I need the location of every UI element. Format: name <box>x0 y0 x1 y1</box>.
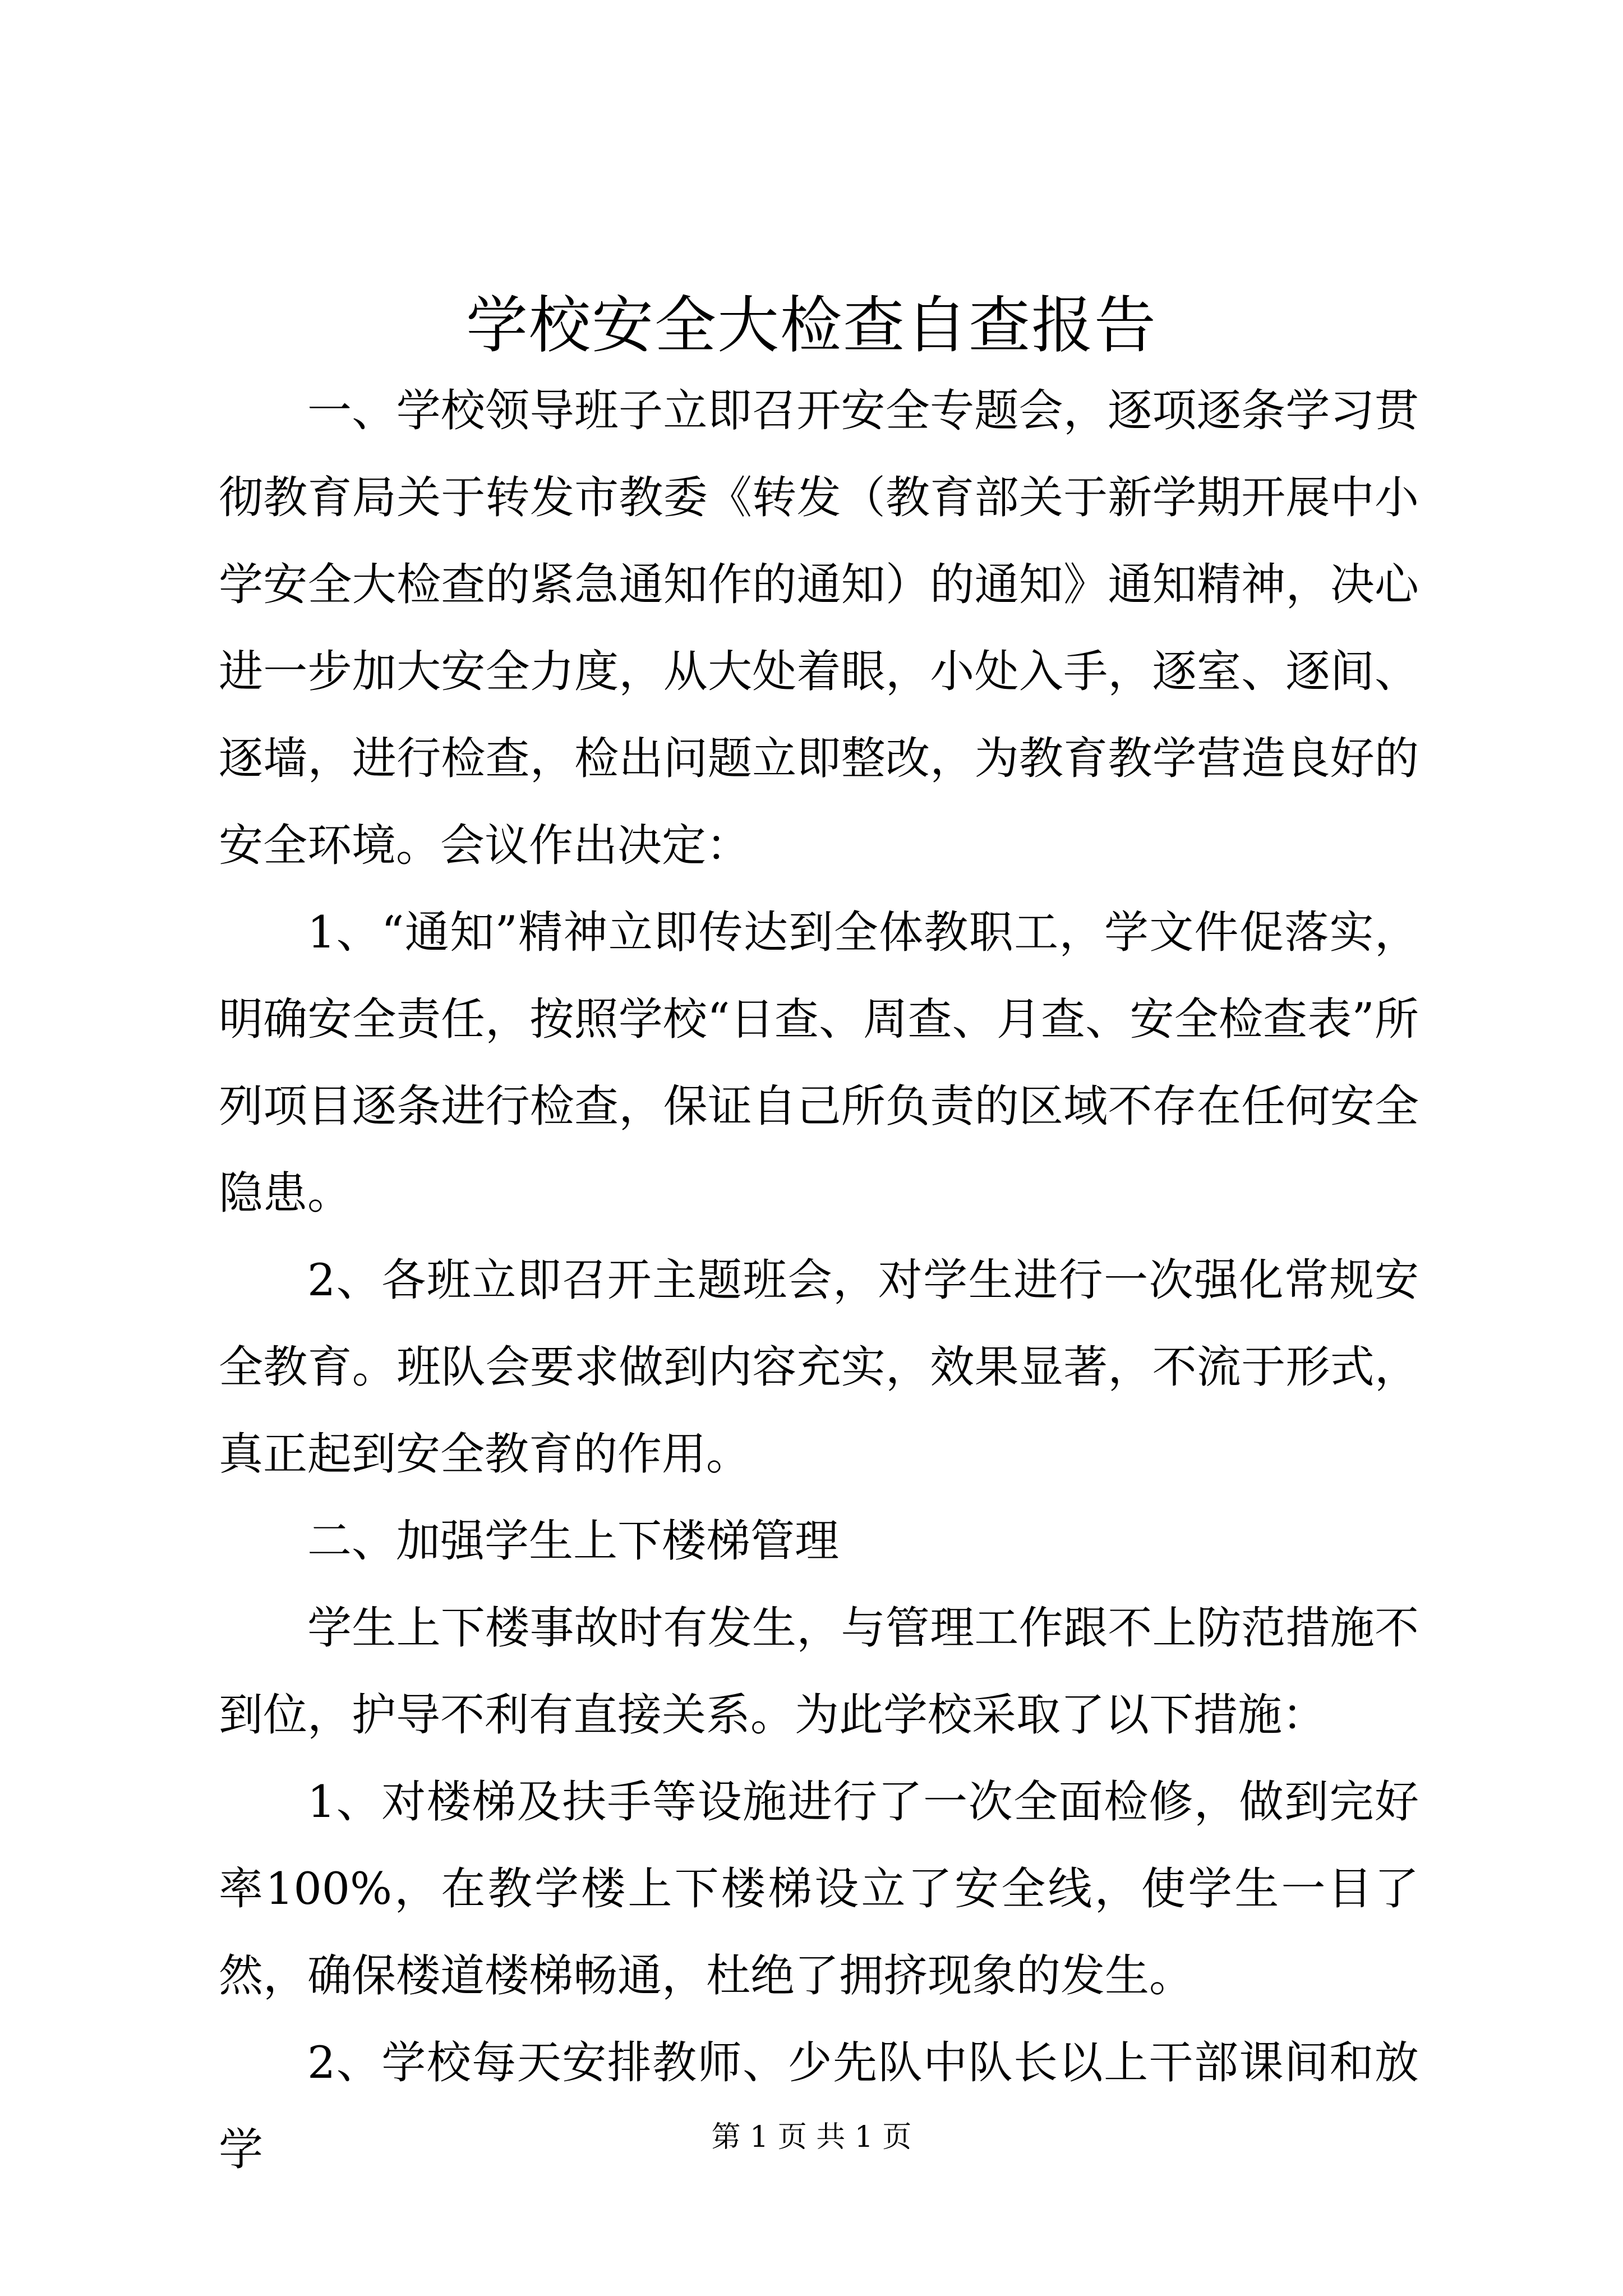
document-title: 学校安全大检查自查报告 <box>466 289 1157 361</box>
paragraph-1: 一、学校领导班子立即召开安全专题会，逐项逐条学习贯彻教育局关于转发市教委《转发（教育部关于新学期开展中小学安全大检查的紧急通知作的通知）的通知》通知精神，决心进一步加大安全力度，从大处着眼，小处入手，逐室、逐间、逐墙，进行检查，检出问题立即整改，为教育教学营造良好的安全环境。会议作出决定： <box>219 385 1419 871</box>
paragraph-7: 2、学校每天安排教师、少先队中队长以上干部课间和放学 <box>219 2037 1419 2175</box>
page-footer: 第 1 页 共 1 页 <box>711 2120 912 2154</box>
paragraph-5: 学生上下楼事故时有发生，与管理工作跟不上防范措施不到位，护导不利有直接关系。为此学校采取了以下措施： <box>219 1602 1419 1741</box>
section-heading-2: 二、加强学生上下楼梯管理 <box>307 1515 839 1567</box>
paragraph-6: 1、对楼梯及扶手等设施进行了一次全面检修，做到完好率100%，在教学楼上下楼梯设立了安全线，使学生一目了然，确保楼道楼梯畅通，杜绝了拥挤现象的发生。 <box>219 1776 1419 2001</box>
document-body <box>219 367 1419 2193</box>
paragraph-2: 1、“通知”精神立即传达到全体教职工，学文件促落实，明确安全责任，按照学校“日查、周查、月查、安全检查表”所列项目逐条进行检查，保证自己所负责的区域不存在任何安全隐患。 <box>219 907 1419 1219</box>
paragraph-3: 2、各班立即召开主题班会，对学生进行一次强化常规安全教育。班队会要求做到内容充实，效果显著，不流于形式，真正起到安全教育的作用。 <box>219 1254 1419 1480</box>
